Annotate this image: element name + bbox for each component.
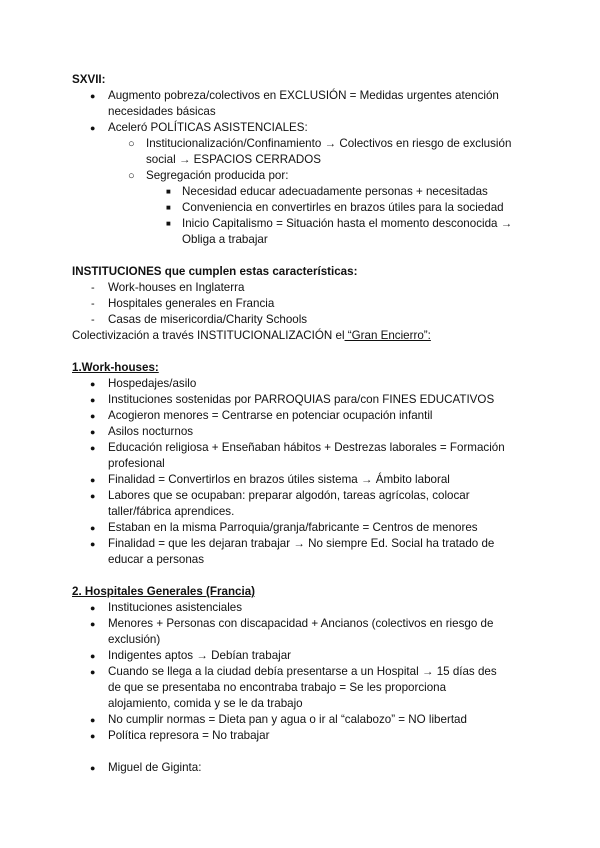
bullet-marker: ● [90,539,96,549]
section-heading-hospitales: 2. Hospitales Generales (Francia) [72,585,255,598]
bullet-marker: ● [90,603,96,613]
section-heading-sxvii: SXVII: [72,73,106,86]
list-item-text: Casas de misericordia/Charity Schools [108,313,308,326]
list-item-text: alojamiento, comida y se le da trabajo [108,697,303,710]
list-item-text: Asilos nocturnos [108,425,194,438]
list-item-text: Educación religiosa + Enseñaban hábitos + Destrezas laborales = Formación [108,441,505,454]
bullet-marker: ● [90,427,96,437]
section-heading-instituciones: INSTITUCIONES que cumplen estas características: [72,265,358,278]
list-item-text: Obliga a trabajar [182,233,268,246]
list-item-text: Institucionalización/Confinamiento → Colectivos en riesgo de exclusión [146,137,512,150]
list-item-text: social → ESPACIOS CERRADOS [146,153,322,166]
bullet-marker: ● [90,667,96,677]
bullet-marker: ● [90,619,96,629]
circle-marker: ○ [128,170,135,182]
dash-marker: - [91,298,95,310]
bullet-marker: ● [90,395,96,405]
bullet-marker: ● [90,491,96,501]
square-marker: ■ [166,219,171,228]
bullet-marker: ● [90,475,96,485]
list-item-text: Instituciones sostenidas por PARROQUIAS para/con FINES EDUCATIVOS [108,393,495,406]
list-item-text: No cumplir normas = Dieta pan y agua o ir al “calabozo” = NO libertad [108,713,467,726]
bullet-marker: ● [90,91,96,101]
bullet-marker: ● [90,379,96,389]
section-heading-work-houses: 1.Work-houses: [72,361,159,374]
bullet-marker: ● [90,123,96,133]
list-item-text: educar a personas [108,553,205,566]
square-marker: ■ [166,187,171,196]
list-item-text: necesidades básicas [108,105,216,118]
bullet-marker: ● [90,411,96,421]
bullet-marker: ● [90,523,96,533]
list-item-text: Labores que se ocupaban: preparar algodón, tareas agrícolas, colocar [108,489,470,502]
paragraph-text: Colectivización a través INSTITUCIONALIZACIÓN el [72,329,345,342]
list-item-text: de que se presentaba no encontraba trabajo = Se les proporciona [108,681,447,694]
list-item-text: Cuando se llega a la ciudad debía presentarse a un Hospital → 15 días des [108,665,497,678]
list-item-text: Hospitales generales en Francia [108,297,275,310]
list-item-text: Aceleró POLÍTICAS ASISTENCIALES: [108,121,308,134]
list-item-text: Hospedajes/asilo [108,377,197,390]
list-item-text: Conveniencia en convertirles en brazos útiles para la sociedad [182,201,504,214]
list-item-text: Miguel de Giginta: [108,761,202,774]
list-item-text: Estaban en la misma Parroquia/granja/fabricante = Centros de menores [108,521,478,534]
list-item-text: Inicio Capitalismo = Situación hasta el momento desconocida → [182,217,513,230]
list-item-text: Finalidad = que les dejaran trabajar → No siempre Ed. Social ha tratado de [108,537,495,550]
bullet-marker: ● [90,763,96,773]
circle-marker: ○ [128,138,135,150]
dash-marker: - [91,282,95,294]
list-item-text: Augmento pobreza/colectivos en EXCLUSIÓN = Medidas urgentes atención [108,89,499,102]
bullet-marker: ● [90,731,96,741]
paragraph-line [72,328,431,344]
bullet-marker: ● [90,443,96,453]
list-item-text: Acogieron menores = Centrarse en potenciar ocupación infantil [108,409,433,422]
bullet-marker: ● [90,715,96,725]
gran-encierro-text: “Gran Encierro”: [344,329,431,342]
list-item-text: profesional [108,457,165,470]
list-item-text: taller/fábrica aprendices. [108,505,235,518]
bullet-marker: ● [90,651,96,661]
dash-marker: - [91,314,95,326]
list-item-text: exclusión) [108,633,161,646]
list-item-text: Segregación producida por: [146,169,289,182]
square-marker: ■ [166,203,171,212]
list-item-text: Necesidad educar adecuadamente personas + necesitadas [182,185,488,198]
list-item-text: Indigentes aptos → Debían trabajar [108,649,292,662]
list-item-text: Política represora = No trabajar [108,729,270,742]
list-item-text: Menores + Personas con discapacidad + Ancianos (colectivos en riesgo de [108,617,494,630]
list-item-text: Work-houses en Inglaterra [108,281,245,294]
list-item-text: Finalidad = Convertirlos en brazos útiles sistema → Ámbito laboral [108,473,450,486]
list-item-text: Instituciones asistenciales [108,601,243,614]
